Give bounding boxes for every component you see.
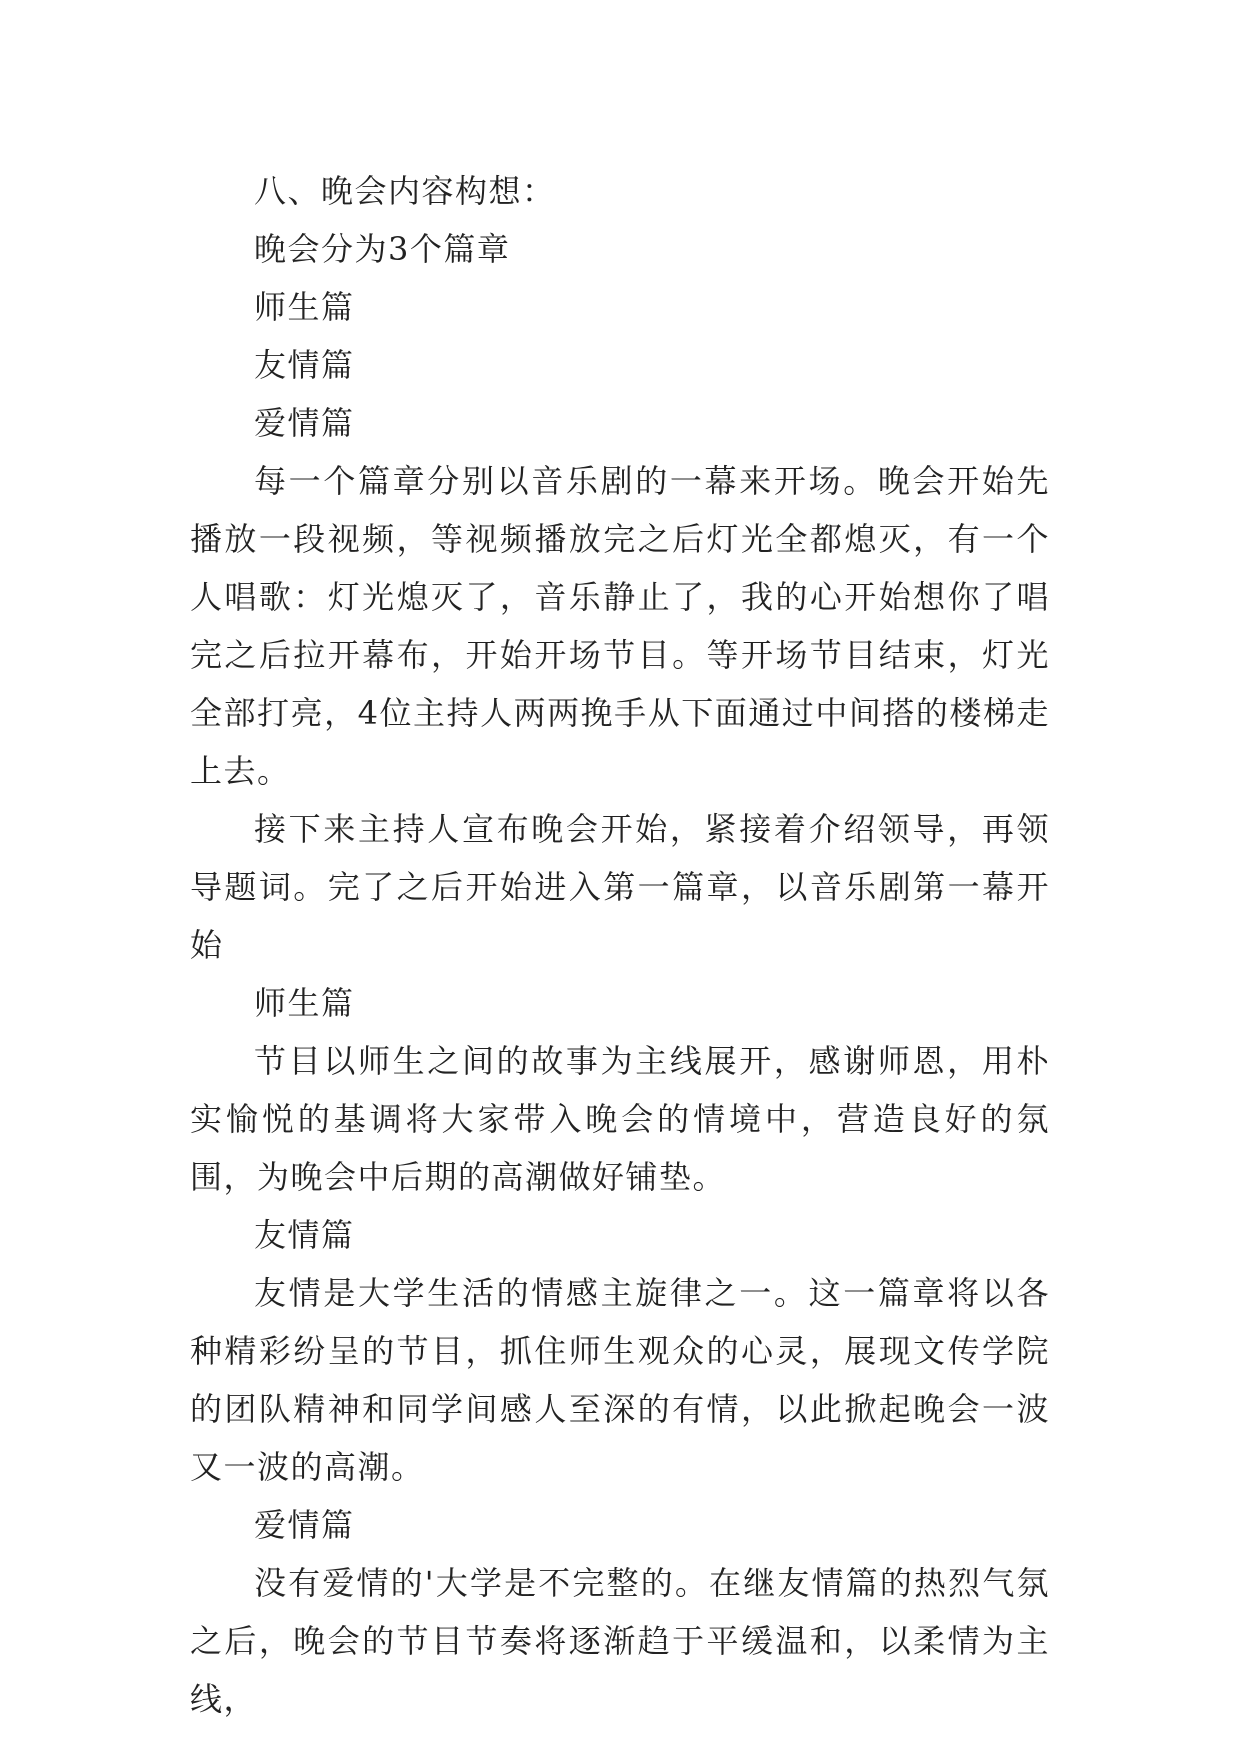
chapter-list-item: 爱情篇	[254, 404, 355, 442]
chapter-heading-love: 爱情篇	[254, 1506, 355, 1544]
chapter-body-teachers: 节目以师生之间的故事为主线展开，感谢师恩，用朴实愉悦的基调将大家带入晚会的情境中，营造良好的氛围，为晚会中后期的高潮做好铺垫。	[190, 1042, 1050, 1196]
section-heading: 八、晚会内容构想：	[254, 172, 556, 210]
chapter-body-love: 没有爱情的'大学是不完整的。在继友情篇的热烈气氛之后，晚会的节目节奏将逐渐趋于平缓温和，以柔情为主线，	[190, 1564, 1050, 1718]
chapter-heading-friendship: 友情篇	[254, 1216, 355, 1254]
chapter-list-item: 师生篇	[254, 288, 355, 326]
opening-description: 每一个篇章分别以音乐剧的一幕来开场。晚会开始先播放一段视频，等视频播放完之后灯光全都熄灭，有一个人唱歌：灯光熄灭了，音乐静止了，我的心开始想你了唱完之后拉开幕布，开始开场节目。等开场节目结束，灯光全部打亮，4位主持人两两挽手从下面通过中间搭的楼梯走上去。	[190, 462, 1050, 790]
host-announcement: 接下来主持人宣布晚会开始，紧接着介绍领导，再领导题词。完了之后开始进入第一篇章，以音乐剧第一幕开始	[190, 810, 1050, 964]
chapter-heading-teachers: 师生篇	[254, 984, 355, 1022]
chapter-count-line: 晚会分为3个篇章	[254, 230, 511, 268]
chapter-body-friendship: 友情是大学生活的情感主旋律之一。这一篇章将以各种精彩纷呈的节目，抓住师生观众的心灵，展现文传学院的团队精神和同学间感人至深的有情，以此掀起晚会一波又一波的高潮。	[190, 1274, 1050, 1486]
document-body	[190, 162, 1050, 1728]
chapter-list-item: 友情篇	[254, 346, 355, 384]
